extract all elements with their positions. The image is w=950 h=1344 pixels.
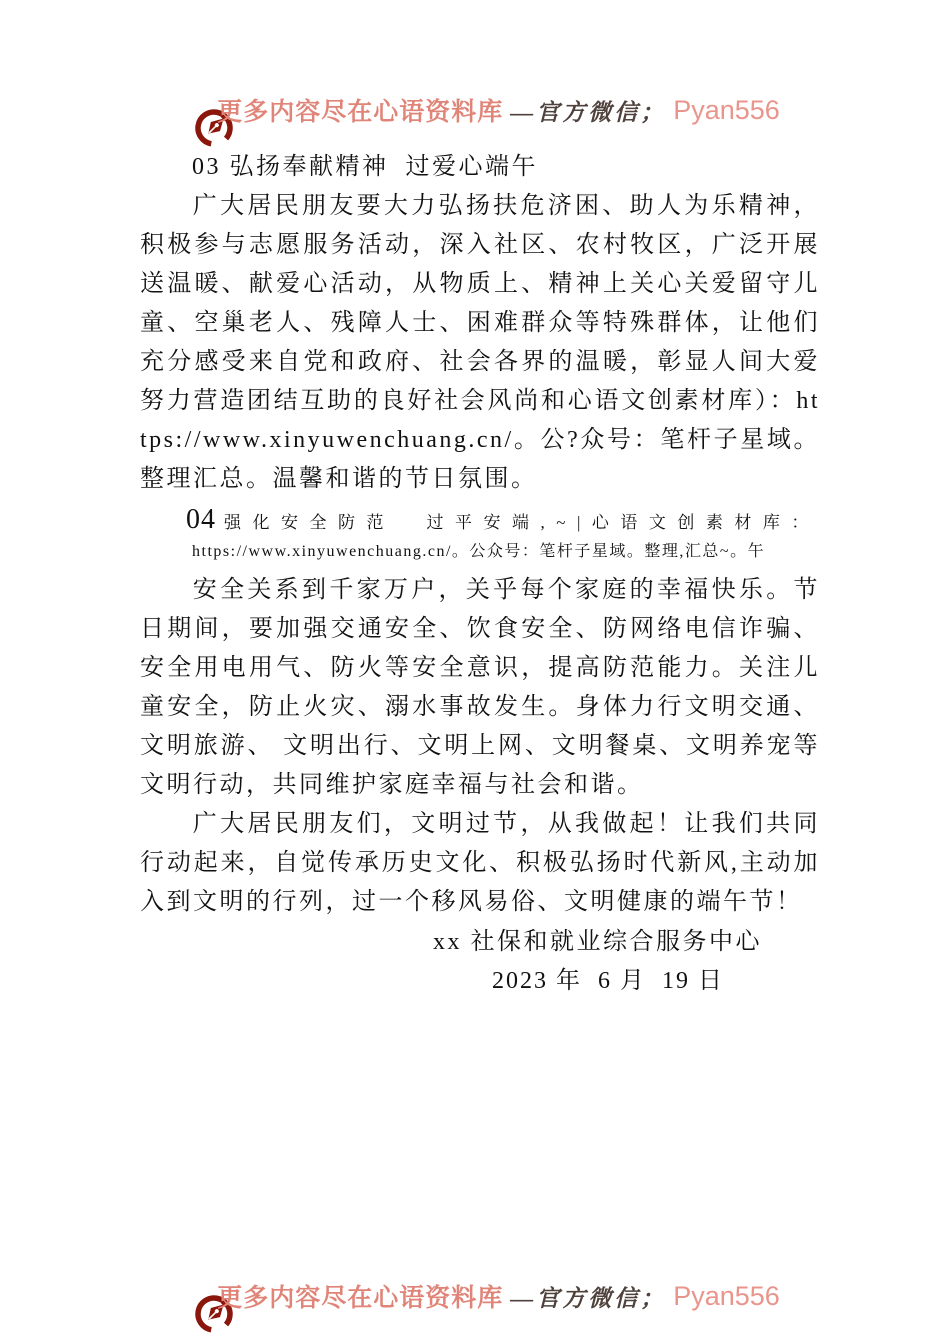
watermark-text-script: —官方微信；	[510, 1285, 667, 1311]
paragraph-closing: 广大居民朋友们，文明过节，从我做起！让我们共同行动起来，自觉传承历史文化、积极弘扬时代新风,主动加入到文明的行列，过一个移风易俗、文明健康的端午节！	[140, 811, 820, 915]
pen-nib-swirl-icon	[170, 90, 210, 130]
pen-nib-swirl-icon	[170, 1276, 210, 1316]
watermark-account: Pyan556	[673, 1280, 780, 1311]
section-04-number: 04	[186, 504, 216, 535]
signature-line: xx 社保和就业综合服务中心	[433, 929, 762, 955]
watermark-text-script: —官方微信；	[510, 99, 667, 125]
paragraph-safety: 安全关系到千家万户，关乎每个家庭的幸福快乐。节日期间，要加强交通安全、饮食安全、防网络电信诈骗、安全用电用气、防火等安全意识，提高防范能力。关注儿童安全，防止火灾、溺水事故发生。身体力行文明交通、文明旅游、 文明出行、文明上网、文明餐桌、文明养宠等文明行动，共同维护家庭幸福与社会和谐。	[140, 577, 820, 798]
footer-watermark	[0, 1276, 950, 1316]
watermark-account: Pyan556	[673, 94, 780, 125]
watermark-text-main: 更多内容尽在心语资料库	[217, 1285, 504, 1312]
section-03-heading: 03 弘扬奉献精神 过爱心端午	[192, 154, 538, 180]
header-watermark	[0, 90, 950, 130]
section-04-heading	[140, 504, 820, 536]
paragraph-dedication: 广大居民朋友要大力弘扬扶危济困、助人为乐精神，积极参与志愿服务活动，深入社区、农村牧区，广泛开展送温暖、献爱心活动，从物质上、精神上关心关爱留守儿童、空巢老人、残障人士、困难群众等特殊群体，让他们充分感受来自党和政府、社会各界的温暖，彰显人间大爱努力营造团结互助的良好社会风尚和心语文创素材库）：https://www.xinyuwenchuang.cn/。公?众号：笔杆子星域。整理汇总。温馨和谐的节日氛围。	[140, 193, 820, 492]
section-04-subline: https://www.xinyuwenchuang.cn/。公众号：笔杆子星域。整理,汇总~。午	[192, 543, 766, 560]
date-line: 2023 年 6 月 19 日	[492, 968, 724, 994]
document-content	[140, 148, 820, 1001]
watermark-text-main: 更多内容尽在心语资料库	[217, 99, 504, 126]
section-04-title: 强化安全防范 过平安端,~|心语文创素材库：	[224, 513, 820, 532]
